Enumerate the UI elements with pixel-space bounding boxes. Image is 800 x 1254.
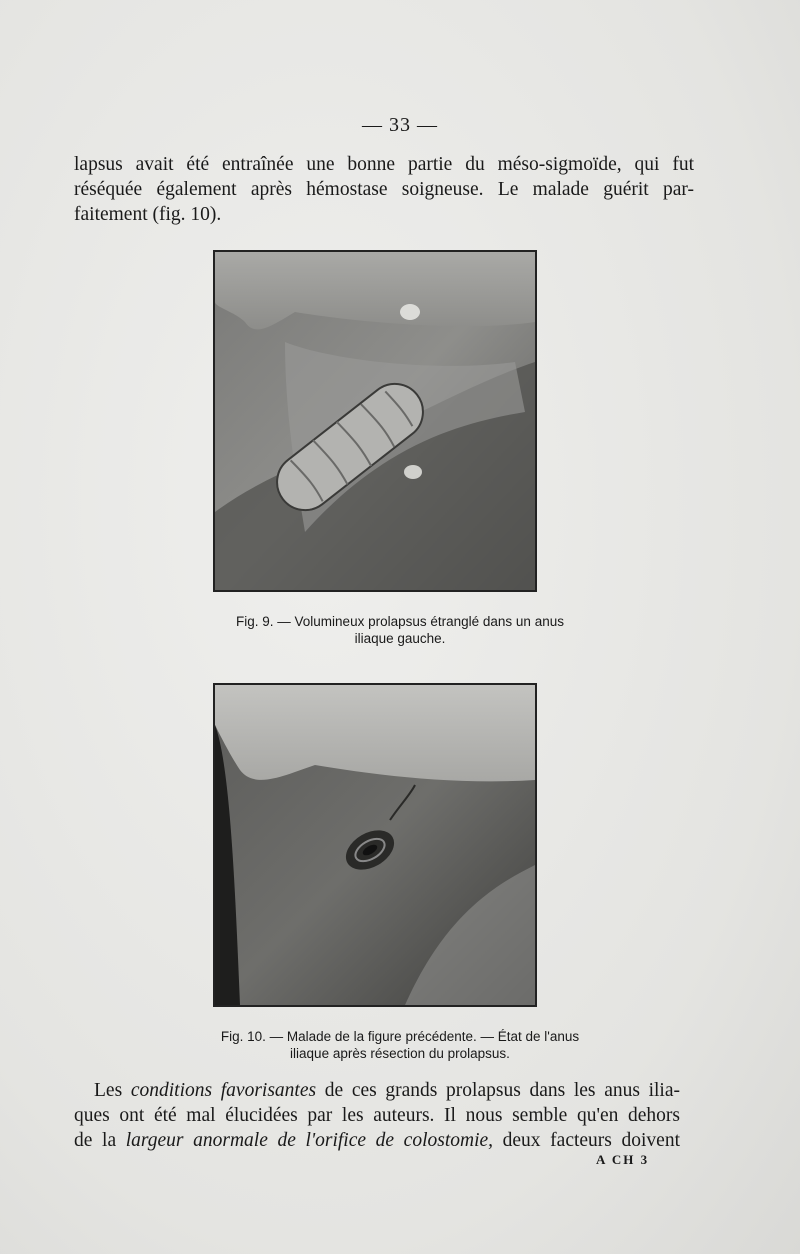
figure-9-caption	[0, 613, 800, 647]
caption-line: iliaque gauche.	[354, 631, 446, 646]
figure-10-caption	[0, 1028, 800, 1062]
caption-line: Fig. 9. — Volumineux prolapsus étranglé dans un anus	[236, 614, 564, 629]
text-run: Les	[94, 1080, 131, 1101]
paragraph-line: réséquée également après hémostase soigneuse. Le malade guérit par-	[74, 179, 694, 200]
paragraph-bottom	[74, 1078, 680, 1153]
text-run: deux facteurs doivent	[493, 1130, 681, 1151]
paragraph-line	[74, 1078, 680, 1103]
paragraph-line: faitement (fig. 10).	[74, 204, 222, 225]
caption-line: Fig. 10. — Malade de la figure précédente. — État de l'anus	[220, 1029, 580, 1044]
italic-text: largeur anormale de l'orifice de colostomie,	[125, 1130, 494, 1151]
figure-10-photo	[213, 683, 537, 1007]
paragraph-line: ques ont été mal élucidées par les auteurs. Il nous semble qu'en dehors	[74, 1105, 680, 1126]
paragraph-top	[74, 152, 694, 227]
caption-line: iliaque après résection du prolapsus.	[290, 1046, 510, 1061]
text-run: de ces grands prolapsus dans les anus ilia-	[316, 1080, 681, 1101]
paragraph-line	[74, 1128, 680, 1153]
page-number: — 33 —	[362, 114, 438, 136]
text-run: de la	[74, 1130, 126, 1151]
signature-mark: A CH 3	[596, 1152, 650, 1167]
italic-text: conditions favorisantes	[130, 1080, 317, 1101]
paragraph-line: lapsus avait été entraînée une bonne partie du méso-sigmoïde, qui fut	[74, 154, 694, 175]
figure-9-photo	[213, 250, 537, 592]
